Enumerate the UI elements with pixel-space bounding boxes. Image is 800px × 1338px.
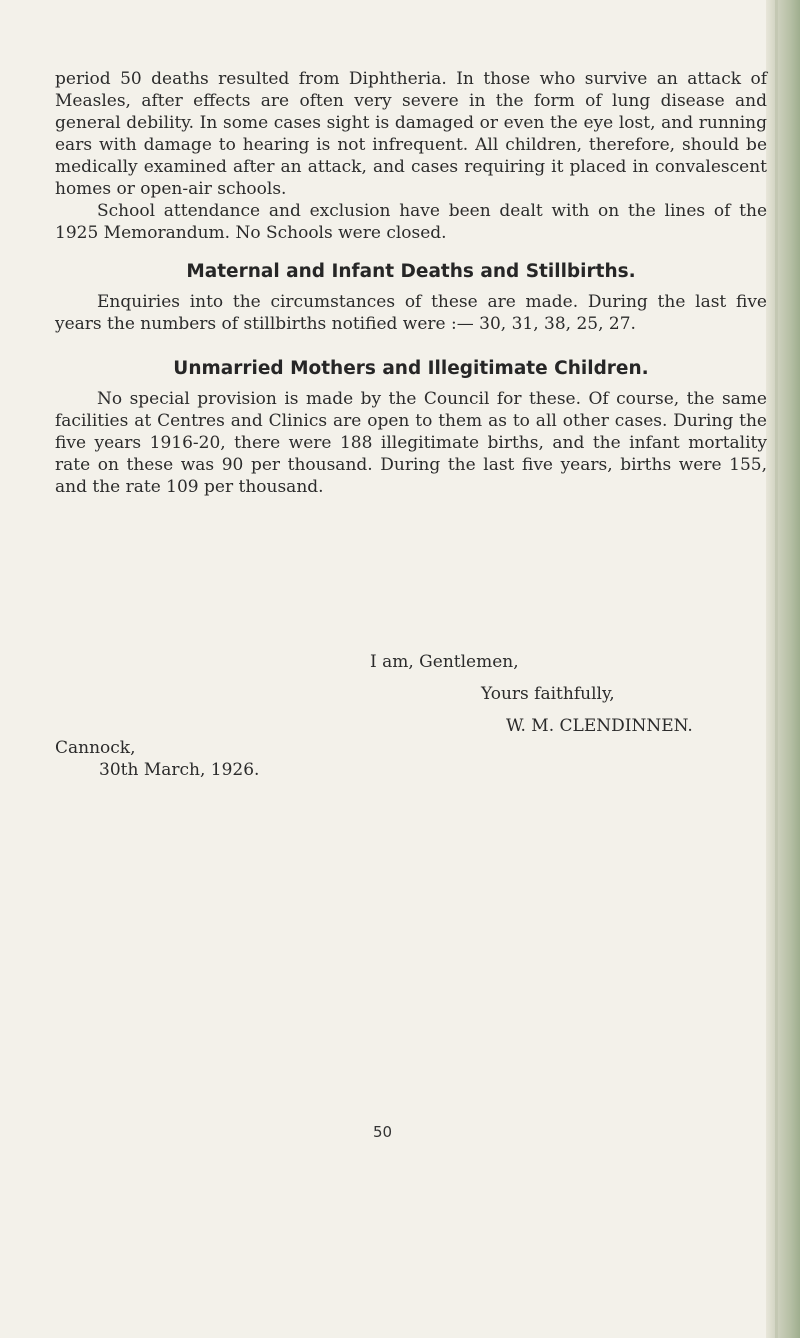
diseases-paragraph: period 50 deaths resulted from Diphtheria. In those who survive an attack of Measles, after effects are often very severe in the form of lung disease and general debility. In some cases sight is damaged or even the eye lost, and running ears with damage to hearing is not infrequent. All children, therefore, should be medically examined after an attack, and cases requiring it placed in convalescent homes or open-air schools. bbox=[55, 69, 767, 199]
attendance-paragraph: School attendance and exclusion have been dealt with on the lines of the 1925 Memorandum. No Schools were closed. bbox=[55, 201, 767, 243]
page-edge-line bbox=[775, 0, 778, 1338]
page-edge-shadow bbox=[766, 0, 800, 1338]
letter-date: 30th March, 1926. bbox=[99, 760, 260, 780]
maternal-heading: Maternal and Infant Deaths and Stillbirths. bbox=[186, 261, 636, 282]
salutation: I am, Gentlemen, bbox=[370, 652, 519, 672]
document-body bbox=[55, 68, 767, 498]
unmarried-paragraph: No special provision is made by the Council for these. Of course, the same facilities at Centres and Clinics are open to them as to all other cases. During the five years 1916-20, there were 188 illegitimate births, and the infant mortality rate on these was 90 per thousand. During the last five years, births were 155, and the rate 109 per thousand. bbox=[55, 389, 767, 497]
unmarried-heading: Unmarried Mothers and Illegitimate Children. bbox=[173, 358, 649, 379]
letter-place: Cannock, bbox=[55, 738, 136, 758]
maternal-paragraph: Enquiries into the circumstances of these are made. During the last five years the numbers of stillbirths notified were :— 30, 31, 38, 25, 27. bbox=[55, 292, 767, 334]
signature: W. M. CLENDINNEN. bbox=[506, 716, 693, 736]
page-number: 50 bbox=[373, 1123, 393, 1141]
valediction: Yours faithfully, bbox=[481, 684, 615, 704]
